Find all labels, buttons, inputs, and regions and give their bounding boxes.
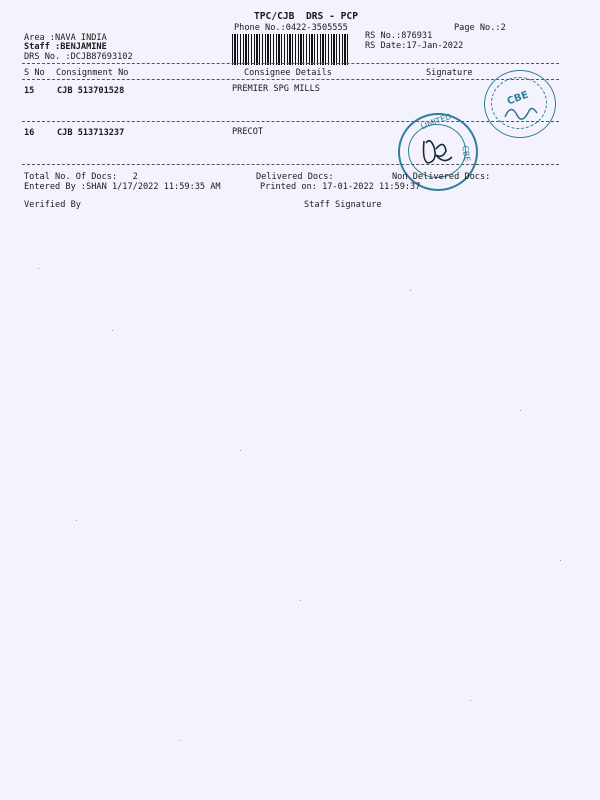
drs-number: DRS No. :DCJB87693102 xyxy=(24,52,133,62)
verified-by: Verified By xyxy=(24,200,81,210)
divider xyxy=(22,79,559,80)
row-divider xyxy=(22,164,559,165)
entered-by: Entered By :SHAN 1/17/2022 11:59:35 AM xyxy=(24,182,221,192)
column-header-signature: Signature xyxy=(426,68,473,78)
printed-on: Printed on: 17-01-2022 11:59:37 xyxy=(260,182,421,192)
stamp-subtext: CBE xyxy=(460,144,472,163)
column-header-consignment: Consignment No xyxy=(56,68,129,78)
company-stamp xyxy=(484,70,556,138)
stamp-text: CBE xyxy=(505,89,531,108)
row-consignee: PREMIER SPG MILLS xyxy=(232,84,320,94)
area-label: Area :NAVA INDIA xyxy=(24,33,107,43)
rs-date: RS Date:17-Jan-2022 xyxy=(365,41,464,51)
row-consignment: CJB 513713237 xyxy=(57,128,125,138)
barcode xyxy=(232,34,350,65)
staff-label: Staff :BENJAMINE xyxy=(24,42,107,52)
column-header-sno: S No xyxy=(24,68,45,78)
row-sno: 15 xyxy=(24,86,35,96)
row-divider xyxy=(22,121,559,122)
row-consignee: PRECOT xyxy=(232,127,264,137)
staff-signature: Staff Signature xyxy=(304,200,382,210)
delivered-docs: Delivered Docs: xyxy=(256,172,334,182)
rs-number: RS No.:876931 xyxy=(365,31,433,41)
document-title: TPC/CJB DRS - PCP xyxy=(254,11,358,22)
stamp-text: LIMITED xyxy=(419,111,453,132)
row-sno: 16 xyxy=(24,128,35,138)
column-header-consignee: Consignee Details xyxy=(244,68,332,78)
phone-number: Phone No.:0422-3505555 xyxy=(234,23,348,33)
divider xyxy=(22,63,559,64)
signature-scribble xyxy=(485,71,555,137)
row-consignment: CJB 513701528 xyxy=(57,86,125,96)
non-delivered-docs: Non Delivered Docs: xyxy=(392,172,491,182)
total-docs: Total No. Of Docs: 2 xyxy=(24,172,138,182)
page-number: Page No.:2 xyxy=(454,23,506,33)
